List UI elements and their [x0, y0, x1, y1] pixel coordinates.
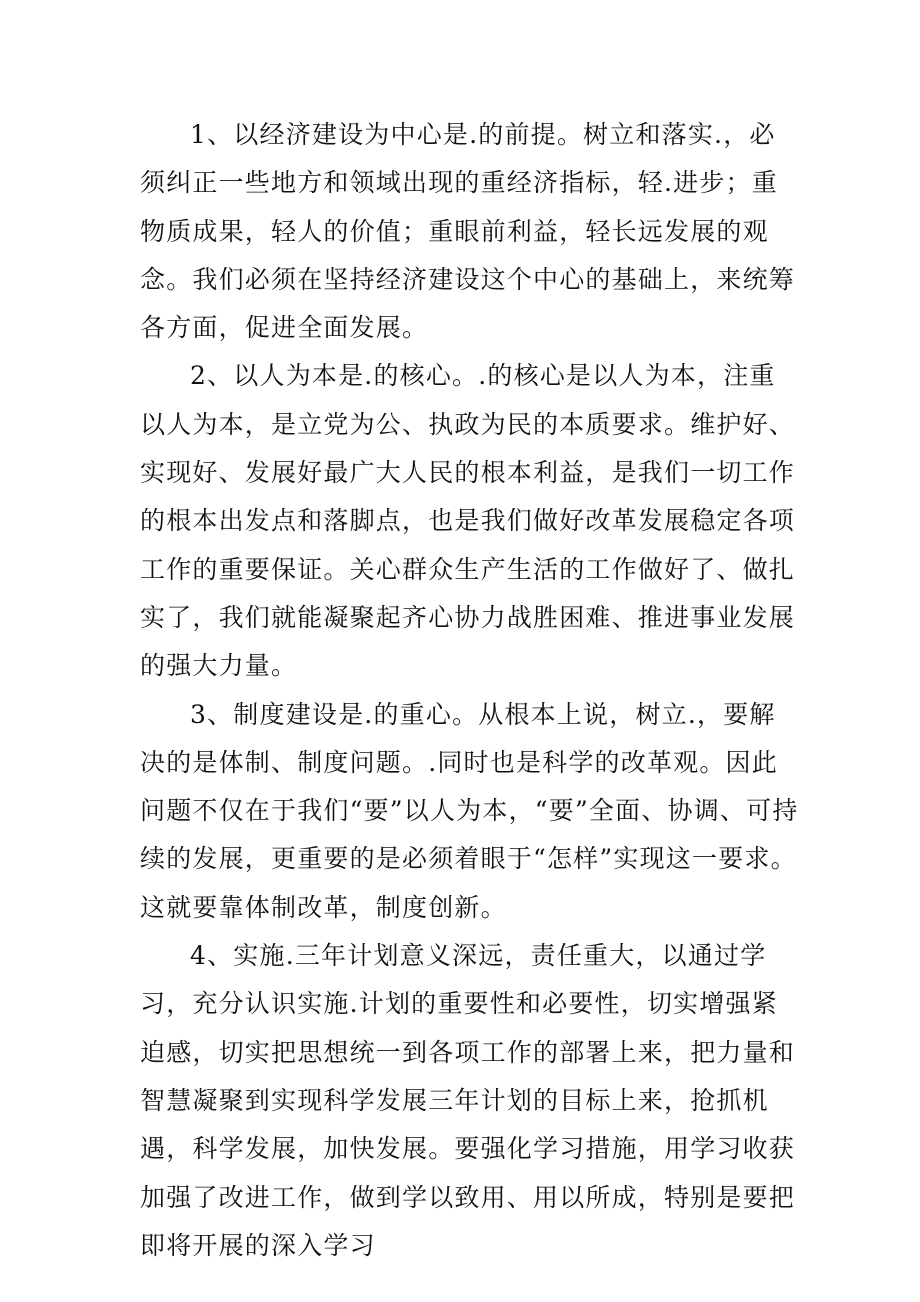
paragraph-3: 3、制度建设是.的重心。从根本上说，树立.，要解决的是体制、制度问题。.同时也是科学的改革观。因此问题不仅在于我们“要”以人为本，“要”全面、协调、可持续的发展，更重要的是必须着眼于“怎样”实现这一要求。这就要靠体制改革，制度创新。 — [140, 699, 799, 922]
document-body — [140, 111, 800, 1270]
paragraph-4: 4、实施.三年计划意义深远，责任重大，以通过学习，充分认识实施.计划的重要性和必要性，切实增强紧迫感，切实把思想统一到各项工作的部署上来，把力量和智慧凝聚到实现科学发展三年计划的目标上来，抢抓机遇，科学发展，加快发展。要强化学习措施，用学习收获加强了改进工作，做到学以致用、用以所成，特别是要把即将开展的深入学习 — [140, 941, 796, 1260]
paragraph-1: 1、以经济建设为中心是.的前提。树立和落实.，必须纠正一些地方和领域出现的重经济指标，轻.进步；重物质成果，轻人的价值；重眼前利益，轻长远发展的观念。我们必须在坚持经济建设这个中心的基础上，来统筹各方面，促进全面发展。 — [140, 120, 796, 343]
paragraph-2: 2、以人为本是.的核心。.的核心是以人为本，注重以人为本，是立党为公、执政为民的本质要求。维护好、实现好、发展好最广大人民的根本利益，是我们一切工作的根本出发点和落脚点，也是我们做好改革发展稳定各项工作的重要保证。关心群众生产生活的工作做好了、做扎实了，我们就能凝聚起齐心协力战胜困难、推进事业发展的强大力量。 — [140, 361, 796, 681]
